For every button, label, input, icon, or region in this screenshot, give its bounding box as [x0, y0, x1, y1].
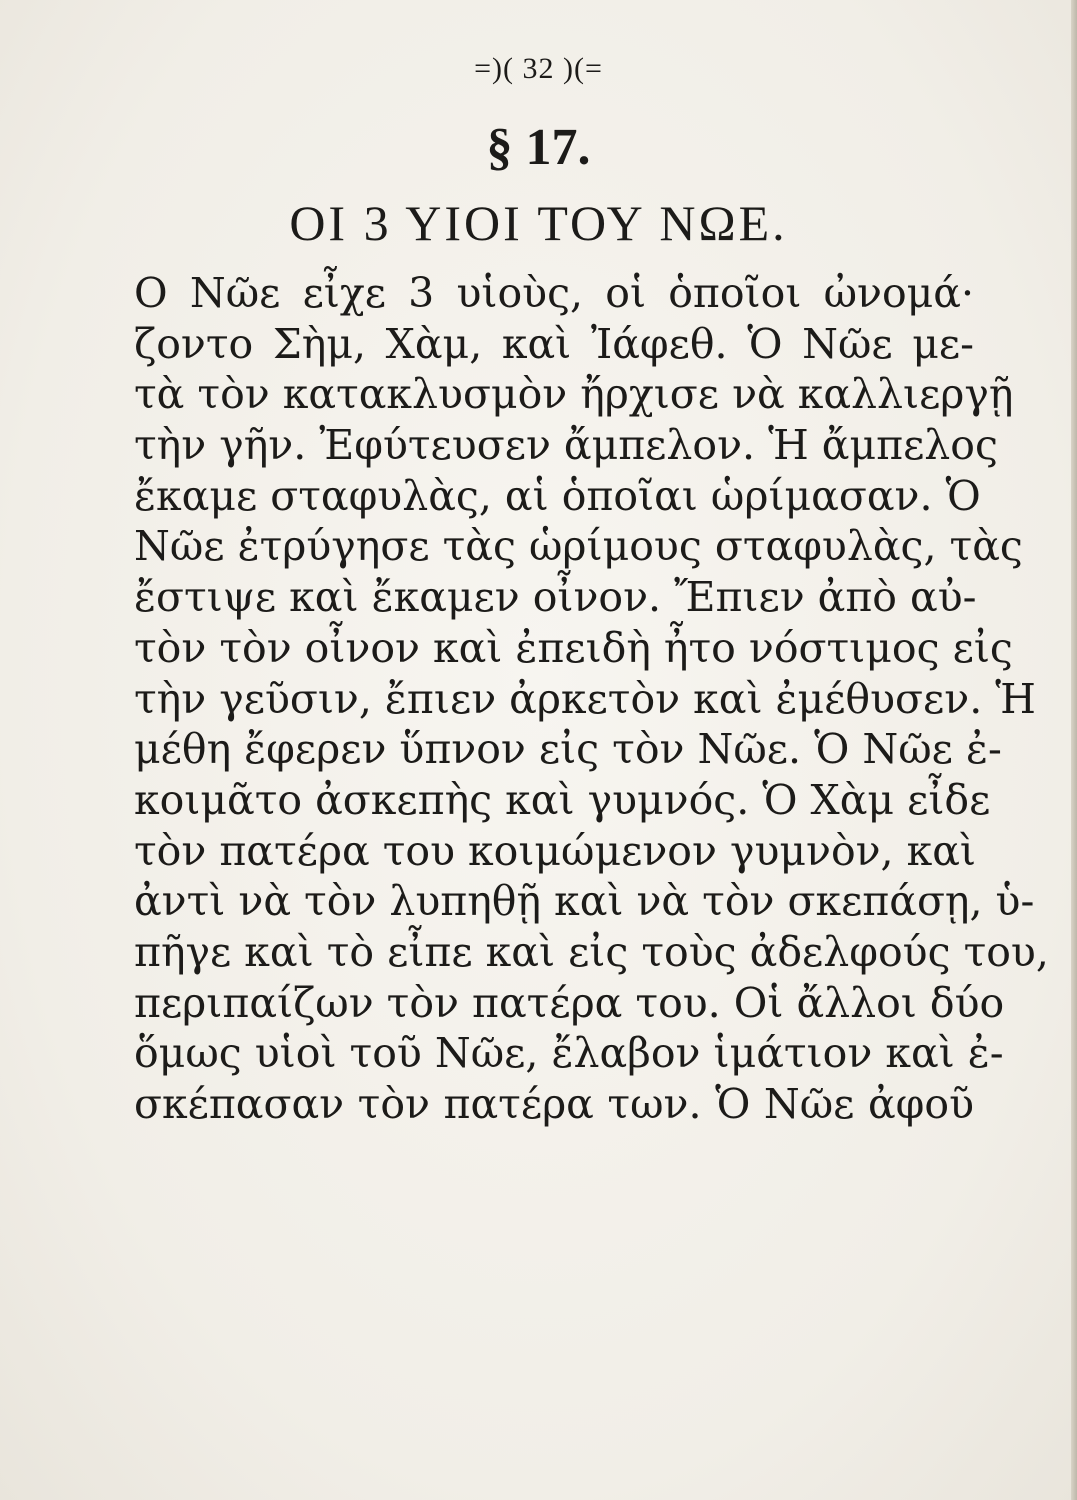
- text-line: τὴν γῆν. Ἐφύτευσεν ἄμπελον. Ἡ ἄμπελος: [134, 421, 998, 470]
- text-line: κοιμᾶτο ἀσκεπὴς καὶ γυμνός. Ὁ Χὰμ εἶδε: [134, 775, 991, 824]
- text-line: ἀντὶ νὰ τὸν λυπηθῇ καὶ νὰ τὸν σκεπάσῃ, ὑ-: [134, 877, 1035, 926]
- text-line: ὅμως υἱοὶ τοῦ Νῶε, ἔλαβον ἱμάτιον καὶ ἐ-: [134, 1029, 1004, 1078]
- text-line: Νῶε ἐτρύγησε τὰς ὡρίμους σταφυλὰς, τὰς: [134, 522, 1023, 571]
- text-line: Ο Νῶε εἶχε 3 υἱοὺς, οἱ ὁποῖοι ὠνομά·: [134, 269, 974, 317]
- text-line: σκέπασαν τὸν πατέρα των. Ὁ Νῶε ἀφοῦ: [134, 1080, 974, 1128]
- body-paragraph: [134, 268, 1049, 1130]
- text-line: πῆγε καὶ τὸ εἶπε καὶ εἰς τοὺς ἀδελφούς του,: [134, 927, 1049, 976]
- page-number-header: =)( 32 )(=: [474, 52, 603, 85]
- text-line: ἔκαμε σταφυλὰς, αἱ ὁποῖαι ὡρίμασαν. Ὁ: [134, 471, 981, 520]
- text-line: ζοντο Σὴμ, Χὰμ, καὶ Ἰάφεθ. Ὁ Νῶε με-: [134, 319, 974, 368]
- text-line: τὴν γεῦσιν, ἔπιεν ἀρκετὸν καὶ ἐμέθυσεν. Ἡ: [134, 674, 1036, 723]
- text-line: μέθη ἔφερεν ὕπνον εἰς τὸν Νῶε. Ὁ Νῶε ἐ-: [134, 725, 1002, 774]
- text-line: τὸν πατέρα του κοιμώμενον γυμνὸν, καὶ: [134, 826, 977, 875]
- text-line: τὰ τὸν κατακλυσμὸν ἤρχισε νὰ καλλιεργῇ: [134, 370, 1014, 419]
- chapter-title: ΟΙ 3 ΥΙΟΙ ΤΟΥ ΝΩΕ.: [289, 195, 788, 251]
- section-number: § 17.: [486, 119, 591, 176]
- text-line: τὸν τὸν οἶνον καὶ ἐπειδὴ ἦτο νόστιμος εἰς: [134, 623, 1013, 672]
- text-line: περιπαίζων τὸν πατέρα του. Οἱ ἄλλοι δύο: [134, 978, 1005, 1027]
- text-line: ἔστιψε καὶ ἔκαμεν οἶνον. Ἔπιεν ἀπὸ αὐ-: [134, 573, 977, 622]
